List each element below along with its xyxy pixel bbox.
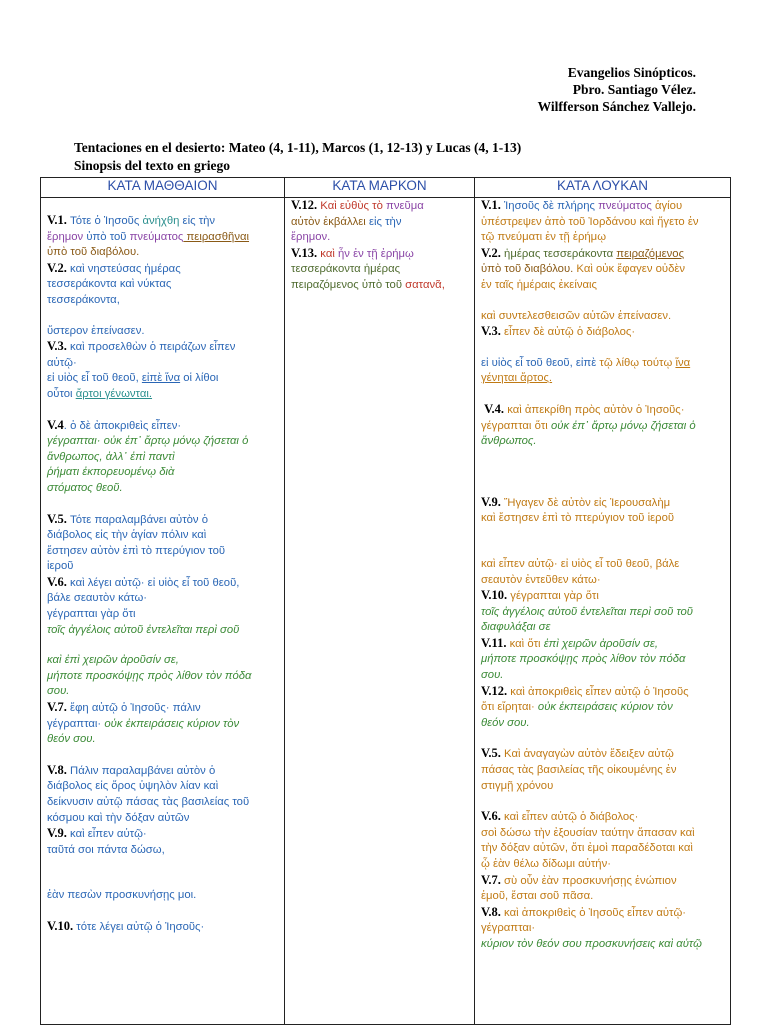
verse-text: εἶπεν δὲ αὐτῷ ὁ διάβολος·	[500, 326, 636, 339]
verse-text: τὴν δόξαν αὐτῶν, ὅτι ἐμοὶ παραδέδοται καὶ	[481, 842, 693, 855]
verse-text: Τότε ὁ Ἰησοῦς	[66, 215, 143, 227]
verse-text: τῷ λίθῳ τούτῳ	[596, 356, 676, 369]
verse-text: ἔφη αὐτῷ ὁ Ἰησοῦς· πάλιν	[66, 702, 201, 715]
verse-number: V.7.	[481, 872, 501, 887]
column-marcos	[285, 198, 475, 1025]
verse-text: σατανᾶ,	[405, 278, 445, 291]
verse-text: πνεύματος	[129, 230, 184, 243]
verse-text: τεσσεράκοντα ἡμέρας	[291, 263, 401, 276]
verse-line	[47, 763, 280, 780]
verse-line	[481, 636, 726, 653]
verse-text: . ὁ δὲ ἀποκριθεὶς εἶπεν·	[63, 419, 182, 432]
verse-number: V.13.	[291, 245, 318, 260]
verse-line	[47, 213, 280, 230]
verse-text: ἁγίου	[651, 200, 683, 212]
verse-line	[47, 717, 280, 733]
verse-number: V.1.	[47, 213, 67, 227]
verse-text: ἀνήχθη	[142, 215, 180, 227]
verse-text: καὶ λέγει αὐτῷ· εἰ υἱὸς εἶ τοῦ θεοῦ,	[66, 576, 240, 589]
verse-text: στιγμῇ χρόνου	[481, 779, 554, 792]
verse-line	[291, 278, 470, 294]
verse-text: ἐν ταῖς ἡμέραις ἐκείναις	[481, 278, 597, 291]
verse-text: Ἤγαγεν δὲ αὐτὸν εἰς Ἰερουσαλὴμ	[500, 496, 671, 509]
verse-text: πνεύματος	[598, 200, 652, 212]
verse-text: οὐκ ἐπ᾽ ἄρτῳ μόνῳ ζήσεται ὁ	[550, 419, 696, 432]
verse-text: σὺ οὖν ἐὰν προσκυνήσῃς ἐνώπιον	[500, 874, 677, 887]
verse-text: Καὶ οὐκ ἔφαγεν οὐδὲν	[573, 263, 686, 276]
verse-line	[481, 746, 726, 763]
verse-text: καὶ ὅτι	[506, 637, 544, 650]
verse-text: Ἰησοῦς δὲ πλήρης	[500, 200, 599, 212]
verse-number: V.5.	[481, 746, 501, 761]
verse-text: τῷ πνεύματι ἐν τῇ ἐρήμῳ	[481, 231, 607, 244]
verse-text: σοὶ δώσω τὴν ἐξουσίαν ταύτην ἅπασαν καὶ	[481, 826, 695, 839]
verse-line	[47, 700, 280, 717]
verse-number: V.5.	[47, 511, 67, 526]
verse-text: τεσσεράκοντα καὶ νύκτας	[47, 278, 172, 291]
verse-text: ἐπὶ χειρῶν ἀροῦσίν σε,	[543, 637, 659, 650]
verse-number: V.2.	[481, 245, 501, 260]
verse-text: καὶ εἶπεν αὐτῷ ὁ διάβολος·	[500, 811, 639, 824]
verse-text: καὶ προσελθὼν ὁ πειράζων εἶπεν	[66, 341, 236, 354]
verse-number: V.8.	[47, 762, 67, 777]
course-title: Evangelios Sinópticos.	[567, 65, 696, 80]
verse-text: καὶ ἀποκριθεὶς εἶπεν αὐτῷ ὁ Ἰησοῦς	[507, 685, 689, 698]
table-header-row	[41, 178, 731, 198]
verse-line	[291, 215, 470, 231]
verse-text: εἰ υἱὸς εἶ τοῦ θεοῦ,	[481, 356, 576, 369]
verse-number: V.12.	[481, 683, 508, 698]
verse-line	[47, 339, 280, 356]
column-header-marcos: ΚΑΤΑ ΜΑΡΚΟΝ	[285, 178, 475, 198]
verse-text: ταῦτά σοι πάντα δώσω,	[47, 843, 165, 856]
professor-name: Pbro. Santiago Vélez.	[572, 82, 696, 97]
verse-text: καὶ ἔστησεν ἐπὶ τὸ πτερύγιον τοῦ ἱεροῦ	[481, 512, 675, 525]
verse-line	[47, 387, 280, 403]
verse-text: ἔστησεν αὐτὸν ἐπὶ τὸ πτερύγιον τοῦ	[47, 544, 226, 557]
verse-line	[481, 684, 726, 701]
verse-number: V.4	[47, 417, 64, 432]
verse-line	[47, 919, 280, 936]
verse-text: σου.	[481, 669, 504, 682]
verse-text: καὶ νηστεύσας ἡμέρας	[66, 262, 181, 275]
verse-number: V.8.	[481, 904, 501, 919]
verse-text: γέγραπται·	[481, 922, 536, 935]
verse-text: καὶ συντελεσθεισῶν αὐτῶν ἐπείνασεν.	[481, 309, 672, 322]
verse-line	[291, 198, 470, 215]
verse-text: εἰπὲ ἵνα	[141, 372, 181, 385]
verse-text: οἱ λίθοι	[180, 372, 219, 385]
verse-text: πειρασθῆναι	[183, 230, 250, 243]
verse-text: ἔρημον	[47, 230, 84, 243]
verse-text: δείκνυσιν αὐτῷ πάσας τὰς βασιλείας τοῦ	[47, 796, 250, 808]
verse-text: γέγραπται γὰρ ὅτι	[47, 608, 136, 621]
verse-number: V.1.	[481, 198, 501, 212]
verse-number: V.10.	[47, 918, 74, 933]
verse-line	[481, 246, 726, 263]
verse-line	[47, 371, 280, 387]
verse-text: καὶ εἶπεν αὐτῷ· εἰ υἱὸς εἶ τοῦ θεοῦ, βάλε	[481, 557, 680, 570]
verse-text: διάβολος εἰς ὄρος ὑψηλὸν λίαν καὶ	[47, 780, 219, 793]
verse-text: ἦν ἐν τῇ ἐρήμῳ	[338, 247, 414, 260]
verse-text: εἰς τὴν	[365, 215, 402, 228]
verse-text: πάσας τὰς βασιλείας τῆς οἰκουμένης ἐν	[481, 764, 677, 777]
verse-text: οὐκ ἐκπειράσεις κύριον τὸν	[104, 717, 240, 730]
verse-text: ὕστερον ἐπείνασεν.	[47, 324, 145, 337]
verse-line	[481, 873, 726, 890]
verse-line	[481, 700, 726, 716]
verse-text: καὶ ἐπὶ χειρῶν ἀροῦσίν σε,	[47, 654, 179, 667]
column-lucas	[475, 198, 731, 1025]
verse-text: καὶ	[317, 247, 339, 260]
verse-text: διάβολος εἰς τὴν ἁγίαν πόλιν καὶ	[47, 529, 207, 542]
verse-text: πειραζόμενος ὑπὸ τοῦ	[291, 278, 406, 291]
verse-text: ὑπὸ τοῦ	[83, 230, 130, 243]
verse-text: ἄνθρωπος.	[481, 435, 537, 448]
verse-line	[47, 512, 280, 529]
column-header-lucas: ΚΑΤΑ ΛΟΥΚΑΝ	[475, 178, 731, 198]
verse-number: V.7.	[47, 700, 67, 715]
document-heading	[74, 139, 521, 175]
verse-number: V.6.	[481, 809, 501, 824]
verse-text: γέγραπται ὅτι	[481, 419, 551, 432]
verse-text: στόματος θεοῦ.	[47, 481, 123, 494]
verse-text: μήποτε προσκόψῃς πρὸς λίθον τὸν πόδα	[481, 653, 686, 666]
verse-text: γέγραπται·	[47, 717, 105, 730]
verse-text: ἔρημον.	[291, 231, 331, 244]
verse-line	[481, 419, 726, 435]
verse-text: καὶ ἀποκριθεὶς ὁ Ἰησοῦς εἶπεν αὐτῷ·	[500, 906, 687, 919]
verse-number: V.9.	[47, 826, 67, 841]
verse-line	[47, 261, 280, 278]
student-name: Wilfferson Sánchez Vallejo.	[537, 99, 696, 114]
verse-number: V.3.	[47, 339, 67, 354]
verse-number: V.12.	[291, 198, 318, 212]
verse-line	[47, 575, 280, 592]
verse-text: γέγραπται γὰρ ὅτι	[507, 590, 599, 603]
verse-line	[47, 245, 280, 261]
verse-line	[481, 198, 726, 215]
verse-text: ὑπέστρεψεν ἀπὸ τοῦ Ἰορδάνου καὶ ἤγετο ἐν	[481, 215, 699, 228]
verse-text: τότε λέγει αὐτῷ ὁ Ἰησοῦς·	[73, 920, 205, 933]
verse-number: V.9.	[481, 494, 501, 509]
verse-text: εἰπὲ	[575, 356, 597, 369]
verse-line	[481, 356, 726, 372]
verse-line	[481, 262, 726, 278]
verse-text: σου.	[47, 685, 70, 698]
verse-text: ἱεροῦ	[47, 560, 74, 573]
verse-text: Τότε παραλαμβάνει αὐτὸν ὁ	[66, 513, 209, 526]
verse-text: Πάλιν παραλαμβάνει αὐτὸν ὁ	[66, 764, 216, 777]
verse-text: καὶ εἶπεν αὐτῷ·	[66, 828, 147, 841]
verse-text: τοῖς ἀγγέλοις αὐτοῦ ἐντελεῖται περὶ σοῦ τοῦ	[481, 605, 694, 618]
verse-text: θεόν σου.	[481, 716, 530, 729]
verse-text: ἄρτοι γένωνται.	[75, 387, 153, 400]
verse-text: ἐμοῦ, ἔσται σοῦ πᾶσα.	[481, 890, 594, 903]
verse-text: πνεῦμα	[386, 200, 424, 212]
document-subtitle: Sinopsis del texto en griego	[74, 158, 231, 173]
verse-text: ὑπὸ τοῦ διαβόλου.	[481, 263, 574, 276]
verse-text: βάλε σεαυτὸν κάτω·	[47, 592, 148, 605]
verse-text: καὶ ἀπεκρίθη πρὸς αὐτὸν ὁ Ἰησοῦς·	[504, 403, 685, 416]
verse-text: ῥήματι ἐκπορευομένῳ διὰ	[47, 466, 175, 479]
verse-line	[481, 905, 726, 922]
verse-text: κόσμου καὶ τὴν δόξαν αὐτῶν	[47, 811, 190, 824]
verse-text: Καὶ ἀναγαγὼν αὐτὸν ἔδειξεν αὐτῷ	[500, 748, 674, 761]
verse-line	[481, 809, 726, 826]
verse-text: διαφυλάξαι σε	[481, 621, 551, 634]
author-block	[538, 64, 696, 115]
verse-line	[481, 402, 726, 419]
verse-text: γένηται ἄρτος.	[481, 372, 553, 385]
column-mateo	[41, 198, 285, 1025]
synopsis-table	[40, 177, 731, 1025]
document-title: Tentaciones en el desierto: Mateo (4, 1-11), Marcos (1, 12-13) y Lucas (4, 1-13)	[74, 140, 522, 155]
verse-text: οὐκ ἐκπειράσεις κύριον τὸν	[537, 701, 673, 714]
verse-number: V.3.	[481, 324, 501, 339]
verse-line	[291, 246, 470, 263]
verse-text: ὑπὸ τοῦ διαβόλου.	[47, 246, 140, 259]
verse-text: γέγραπται· οὐκ ἐπ᾽ ἄρτῳ μόνῳ ζήσεται ὁ	[47, 435, 249, 448]
verse-line	[481, 588, 726, 605]
verse-number: V.4.	[484, 401, 505, 416]
verse-text: Καὶ εὐθὺς τὸ	[317, 200, 387, 212]
verse-number: V.10.	[481, 588, 508, 603]
verse-text: αὐτῷ·	[47, 356, 77, 369]
verse-line	[47, 826, 280, 843]
verse-line	[47, 230, 280, 246]
verse-line	[481, 324, 726, 341]
verse-line	[481, 495, 726, 512]
verse-text: θεόν σου.	[47, 733, 96, 746]
verse-text: τεσσεράκοντα,	[47, 293, 120, 306]
verse-text: εἰ υἱὸς εἶ τοῦ θεοῦ,	[47, 372, 142, 385]
verse-text: ὅτι εἴρηται·	[481, 701, 538, 714]
verse-text: ᾧ ἐὰν θέλω δίδωμι αὐτήν·	[481, 858, 611, 870]
verse-text: αὐτὸν ἐκβάλλει	[291, 215, 366, 228]
verse-text: εἰς τὴν	[179, 215, 216, 227]
verse-text: κύριον τὸν θεόν σου προσκυνήσεις καὶ αὐτῷ	[481, 937, 702, 950]
verse-number: V.11.	[481, 635, 507, 650]
verse-text: ἡμέρας τεσσεράκοντα	[500, 247, 617, 260]
verse-text: πειραζόμενος	[616, 247, 685, 260]
verse-number: V.6.	[47, 574, 67, 589]
column-header-mateo: ΚΑΤΑ ΜΑΘΘΑΙΟΝ	[41, 178, 285, 198]
verse-text: ἄνθρωπος, ἀλλ᾽ ἐπὶ παντὶ	[47, 450, 175, 463]
verse-text: μήποτε προσκόψῃς πρὸς λίθον τὸν πόδα	[47, 669, 252, 682]
verse-number: V.2.	[47, 260, 67, 275]
table-body-row	[41, 198, 731, 1025]
verse-text: οὗτοι	[47, 387, 76, 400]
verse-text: ἵνα	[675, 356, 691, 369]
verse-text: τοῖς ἀγγέλοις αὐτοῦ ἐντελεῖται περὶ σοῦ	[47, 623, 240, 636]
verse-line	[47, 418, 280, 435]
verse-text: σεαυτὸν ἐντεῦθεν κάτω·	[481, 573, 601, 586]
verse-text: ἐὰν πεσὼν προσκυνήσῃς μοι.	[47, 889, 197, 902]
